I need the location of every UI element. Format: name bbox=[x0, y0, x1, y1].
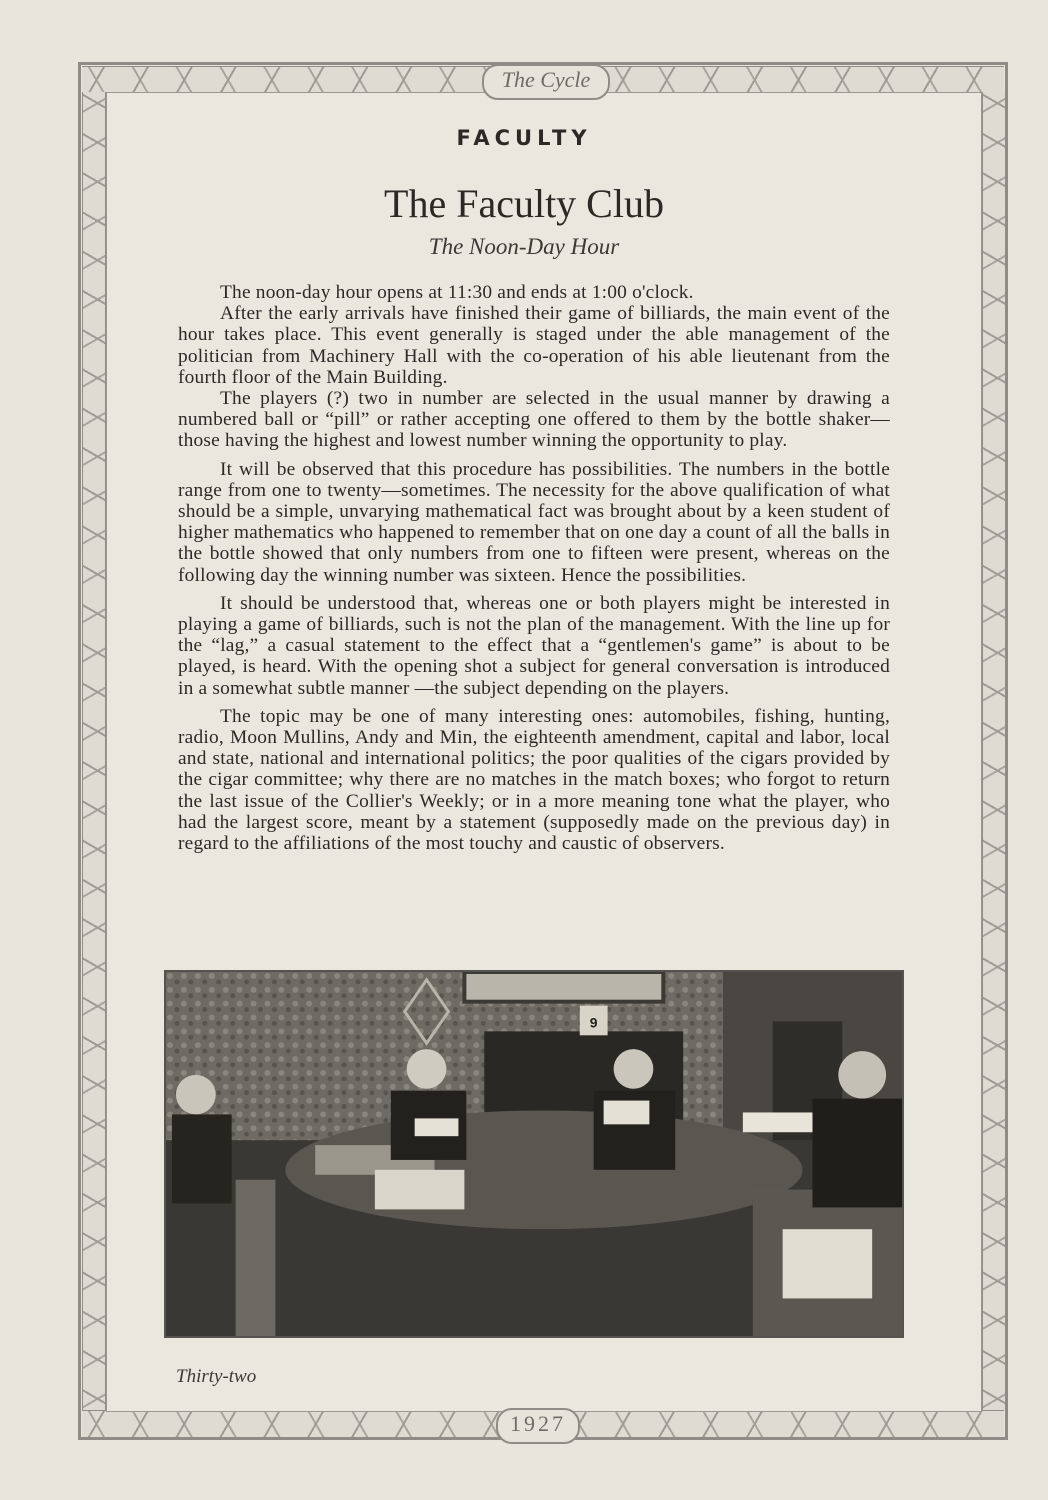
paragraph: After the early arrivals have finished their game of billiards, the main event of the hour takes place. This event generally is staged under the able management of the politician from Machinery Hall with the co-operation of his able lieutenant from the fourth floor of the Main Building. bbox=[178, 303, 890, 388]
paragraph: The noon-day hour opens at 11:30 and ends at 1:00 o'clock. bbox=[220, 282, 694, 303]
paragraph: The players (?) two in number are selected in the usual manner by drawing a numbered ball or “pill” or rather accepting one offered to them by the bottle shaker—those having the highest and lowest number winning the opportunity to play. bbox=[178, 388, 890, 452]
book-name-cartouche: The Cycle bbox=[482, 64, 610, 100]
year-cartouche: 1927 bbox=[496, 1408, 580, 1444]
paragraph: It should be understood that, whereas one or both players might be interested in playing a game of billiards, such is not the plan of the management. With the line up for the “lag,” a casual statement to the effect that a “gentlemen's game” is about to be played, is heard. With the opening shot a subject for general conversation is introduced in a somewhat subtle manner —the subject depending on the players. bbox=[178, 592, 890, 699]
ornamental-border-right bbox=[982, 92, 1006, 1410]
page-number: Thirty-two bbox=[176, 1366, 257, 1387]
paragraph: It will be observed that this procedure has possibilities. The numbers in the bottle range from one to twenty—sometimes. The necessity for the above qualification of what should be a simple, unvarying mathematical fact was brought about by a keen student of higher mathematics who happened to remember that on one day a count of all the balls in the bottle showed that only numbers from one to fifteen were present, whereas on the following day the winning number was sixteen. Hence the possibilities. bbox=[178, 458, 890, 586]
photo-illustration bbox=[166, 972, 902, 1336]
article-body bbox=[178, 282, 890, 861]
framed-picture bbox=[464, 972, 663, 1002]
article-subtitle: The Noon-Day Hour bbox=[428, 234, 620, 259]
faculty-club-photo bbox=[164, 970, 904, 1338]
section-heading: FACULTY bbox=[456, 126, 592, 150]
paragraph: The topic may be one of many interesting ones: automobiles, fishing, hunting, radio, Moon Mullins, Andy and Min, the eighteenth amendment, capital and labor, local and state, national and international politics; the poor qualities of the cigars provided by the cigar committee; why there are no matches in the match boxes; who forgot to return the last issue of the Collier's Weekly; or in a more meaning tone what the player, who had the largest score, meant by a statement (supposedly made on the previous day) in regard to the affiliations of the most touchy and caustic of observers. bbox=[178, 705, 890, 855]
calendar-day: 9 bbox=[589, 1014, 598, 1031]
ornamental-border-left bbox=[82, 92, 106, 1410]
papers bbox=[375, 1170, 465, 1210]
article-title: The Faculty Club bbox=[384, 181, 664, 226]
chair bbox=[236, 1180, 276, 1336]
